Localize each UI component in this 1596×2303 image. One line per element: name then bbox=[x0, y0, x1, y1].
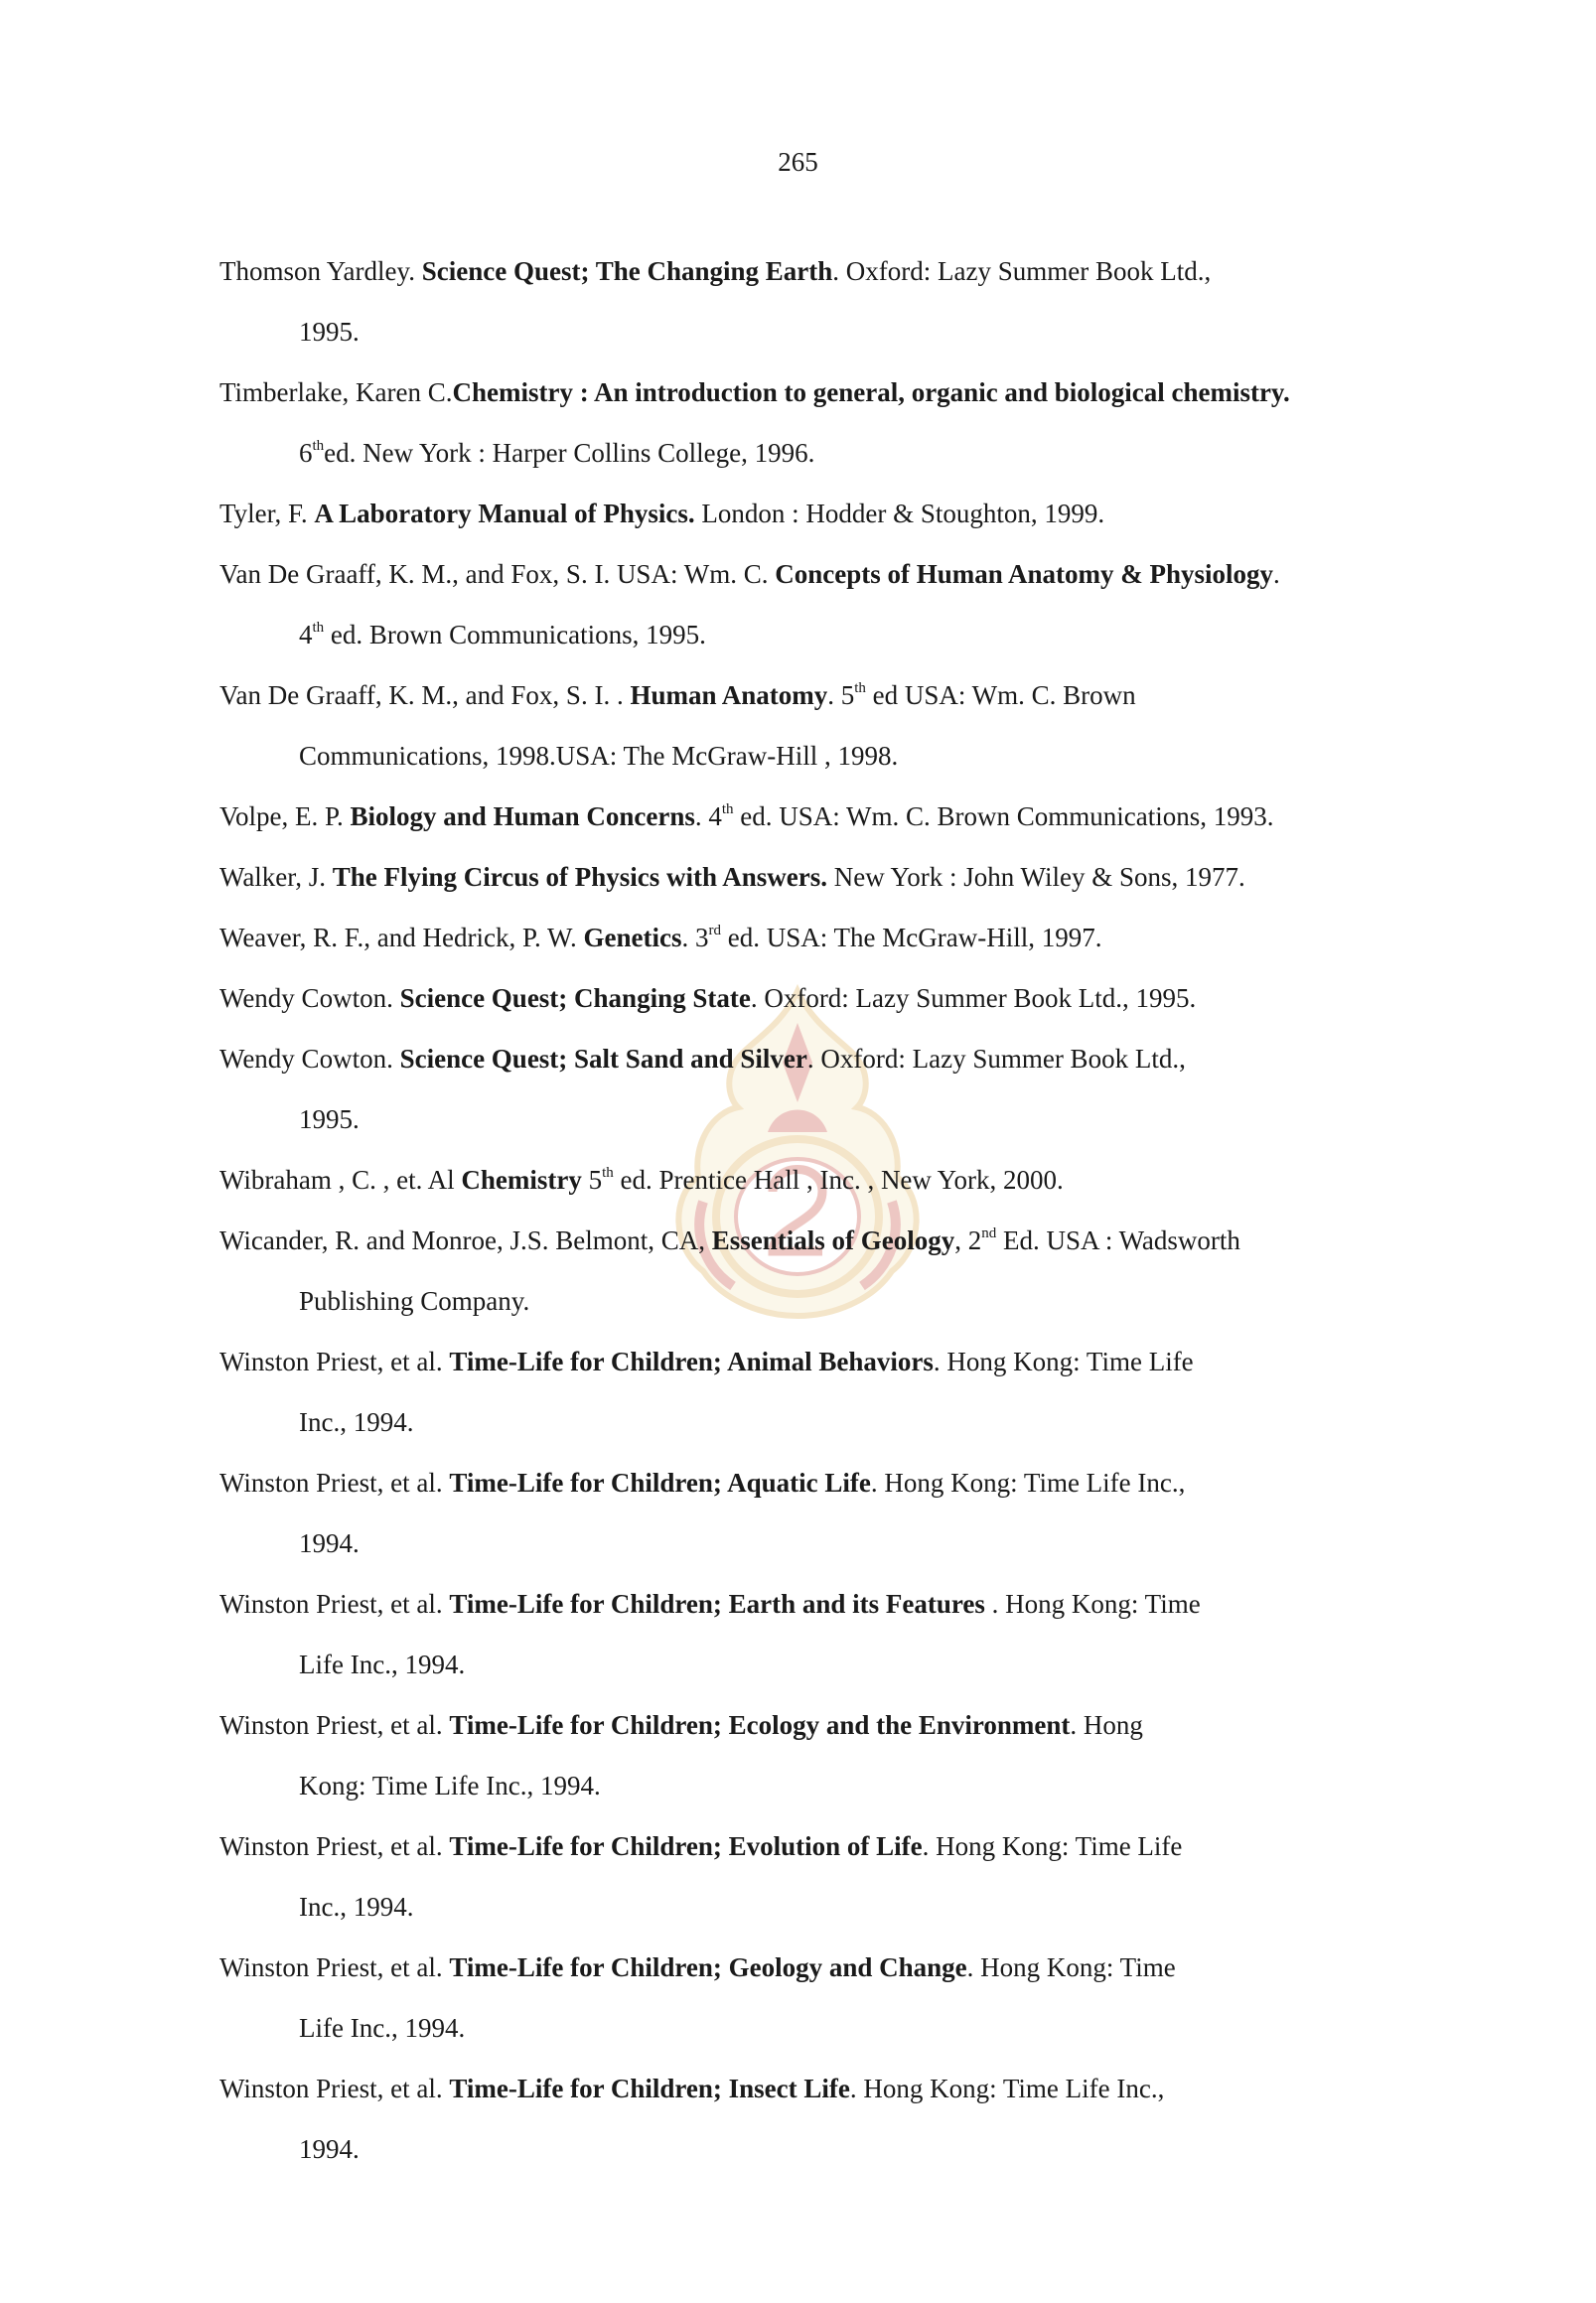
reference-author: Winston Priest, et al. bbox=[219, 1347, 450, 1376]
reference-author: Winston Priest, et al. bbox=[219, 2074, 450, 2103]
reference-details: . Hong Kong: Time bbox=[984, 1589, 1201, 1619]
reference-title: Chemistry : An introduction to general, organic and biological chemistry. bbox=[452, 377, 1290, 407]
reference-details: New York : John Wiley & Sons, 1977. bbox=[827, 862, 1245, 892]
edition-suffix: th bbox=[602, 1165, 614, 1181]
reference-continuation: 1995. bbox=[299, 317, 360, 347]
references-list bbox=[219, 241, 1451, 2180]
reference-continuation bbox=[219, 605, 1451, 665]
page-number: 265 bbox=[778, 147, 818, 177]
reference-author: Van De Graaff, K. M., and Fox, S. I. . bbox=[219, 680, 631, 710]
reference-details: . 3 bbox=[681, 923, 709, 952]
reference-author: Timberlake, Karen C. bbox=[219, 377, 453, 407]
reference-details: . Hong bbox=[1070, 1710, 1143, 1740]
reference-author: Thomson Yardley. bbox=[219, 256, 422, 286]
reference-author: Van De Graaff, K. M., and Fox, S. I. USA: Wm. C. bbox=[219, 559, 776, 589]
reference-details: London : Hodder & Stoughton, 1999. bbox=[694, 499, 1105, 528]
reference-details: ed. USA: Wm. C. Brown Communications, 1993. bbox=[733, 801, 1274, 831]
reference-author: Tyler, F. bbox=[219, 499, 315, 528]
reference-item bbox=[219, 1453, 1451, 1574]
edition-suffix: th bbox=[312, 438, 325, 454]
reference-details: . Hong Kong: Time Life bbox=[922, 1831, 1183, 1861]
reference-item bbox=[219, 1150, 1451, 1211]
reference-item bbox=[219, 1332, 1451, 1453]
reference-author: Wendy Cowton. bbox=[219, 1044, 400, 1074]
reference-author: Walker, J. bbox=[219, 862, 333, 892]
reference-title: Chemistry bbox=[461, 1165, 582, 1195]
reference-details: . Hong Kong: Time Life Inc., bbox=[870, 1468, 1186, 1498]
edition-number: 4 bbox=[299, 620, 313, 649]
reference-author: Winston Priest, et al. bbox=[219, 1468, 450, 1498]
reference-details: . bbox=[1273, 559, 1280, 589]
reference-continuation: Life Inc., 1994. bbox=[299, 1650, 466, 1679]
edition-suffix: th bbox=[312, 620, 325, 636]
reference-details: . 5 bbox=[827, 680, 855, 710]
reference-title: Science Quest; Changing State bbox=[399, 983, 751, 1013]
reference-title: Time-Life for Children; Aquatic Life bbox=[449, 1468, 871, 1498]
reference-author: Weaver, R. F., and Hedrick, P. W. bbox=[219, 923, 584, 952]
reference-title: A Laboratory Manual of Physics. bbox=[314, 499, 695, 528]
reference-item bbox=[219, 847, 1451, 908]
reference-title: Genetics bbox=[583, 923, 682, 952]
reference-title: Time-Life for Children; Earth and its Features bbox=[449, 1589, 985, 1619]
reference-continuation: Inc., 1994. bbox=[299, 1407, 414, 1437]
reference-title: Concepts of Human Anatomy & Physiology bbox=[775, 559, 1273, 589]
reference-title: Human Anatomy bbox=[630, 680, 828, 710]
reference-title: Biology and Human Concerns bbox=[350, 801, 695, 831]
reference-details: . 4 bbox=[694, 801, 722, 831]
reference-item bbox=[219, 544, 1451, 665]
edition-suffix: th bbox=[721, 801, 734, 817]
reference-details: ed. USA: The McGraw-Hill, 1997. bbox=[721, 923, 1102, 952]
reference-item bbox=[219, 908, 1451, 968]
reference-item bbox=[219, 968, 1451, 1029]
reference-details: . Oxford: Lazy Summer Book Ltd., bbox=[832, 256, 1212, 286]
reference-details: ed USA: Wm. C. Brown bbox=[865, 680, 1136, 710]
reference-item bbox=[219, 1695, 1451, 1816]
reference-continuation: Life Inc., 1994. bbox=[299, 2013, 466, 2043]
reference-continuation: Kong: Time Life Inc., 1994. bbox=[299, 1771, 601, 1800]
reference-continuation: Publishing Company. bbox=[299, 1286, 530, 1316]
reference-title: Science Quest; The Changing Earth bbox=[421, 256, 833, 286]
reference-item bbox=[219, 1574, 1451, 1695]
edition-suffix: th bbox=[854, 680, 866, 696]
reference-details: . Hong Kong: Time bbox=[966, 1952, 1176, 1982]
reference-author: Wibraham , C. , et. Al bbox=[219, 1165, 462, 1195]
reference-author: Wicander, R. and Monroe, J.S. Belmont, CA, bbox=[219, 1225, 712, 1255]
reference-title: Essentials of Geology bbox=[711, 1225, 955, 1255]
reference-details: 5 bbox=[581, 1165, 603, 1195]
reference-details: , 2 bbox=[954, 1225, 982, 1255]
reference-details: ed. Brown Communications, 1995. bbox=[324, 620, 706, 649]
reference-details: ed. Prentice Hall , Inc. , New York, 2000. bbox=[613, 1165, 1064, 1195]
reference-title: Time-Life for Children; Ecology and the Environment bbox=[449, 1710, 1071, 1740]
reference-author: Winston Priest, et al. bbox=[219, 1831, 450, 1861]
reference-details: ed. New York : Harper Collins College, 1996. bbox=[324, 438, 815, 468]
reference-item bbox=[219, 2059, 1451, 2180]
reference-author: Volpe, E. P. bbox=[219, 801, 351, 831]
reference-title: Time-Life for Children; Geology and Change bbox=[449, 1952, 967, 1982]
reference-title: The Flying Circus of Physics with Answers. bbox=[332, 862, 828, 892]
reference-item bbox=[219, 665, 1451, 787]
reference-item bbox=[219, 1029, 1451, 1150]
reference-continuation: Inc., 1994. bbox=[299, 1892, 414, 1922]
reference-author: Winston Priest, et al. bbox=[219, 1589, 450, 1619]
edition-suffix: rd bbox=[708, 923, 722, 938]
reference-item bbox=[219, 787, 1451, 847]
reference-author: Wendy Cowton. bbox=[219, 983, 400, 1013]
reference-details: . Hong Kong: Time Life bbox=[933, 1347, 1194, 1376]
reference-continuation: 1995. bbox=[299, 1104, 360, 1134]
reference-details: . Oxford: Lazy Summer Book Ltd., bbox=[806, 1044, 1186, 1074]
reference-details: . Oxford: Lazy Summer Book Ltd., 1995. bbox=[750, 983, 1197, 1013]
reference-item bbox=[219, 1211, 1451, 1332]
reference-author: Winston Priest, et al. bbox=[219, 1710, 450, 1740]
reference-title: Science Quest; Salt Sand and Silver bbox=[399, 1044, 807, 1074]
reference-author: Winston Priest, et al. bbox=[219, 1952, 450, 1982]
reference-title: Time-Life for Children; Evolution of Life bbox=[449, 1831, 923, 1861]
reference-title: Time-Life for Children; Insect Life bbox=[449, 2074, 850, 2103]
edition-suffix: nd bbox=[981, 1225, 997, 1241]
reference-item bbox=[219, 1938, 1451, 2059]
reference-details: Ed. USA : Wadsworth bbox=[996, 1225, 1240, 1255]
reference-item bbox=[219, 484, 1451, 544]
reference-title: Time-Life for Children; Animal Behaviors bbox=[449, 1347, 934, 1376]
reference-details: . Hong Kong: Time Life Inc., bbox=[849, 2074, 1165, 2103]
reference-continuation: Communications, 1998.USA: The McGraw-Hill , 1998. bbox=[299, 741, 899, 771]
reference-continuation bbox=[219, 423, 1451, 484]
reference-continuation: 1994. bbox=[299, 1528, 360, 1558]
reference-continuation: 1994. bbox=[299, 2134, 360, 2164]
reference-item bbox=[219, 362, 1451, 484]
reference-item bbox=[219, 241, 1451, 362]
reference-item bbox=[219, 1816, 1451, 1938]
edition-number: 6 bbox=[299, 438, 313, 468]
